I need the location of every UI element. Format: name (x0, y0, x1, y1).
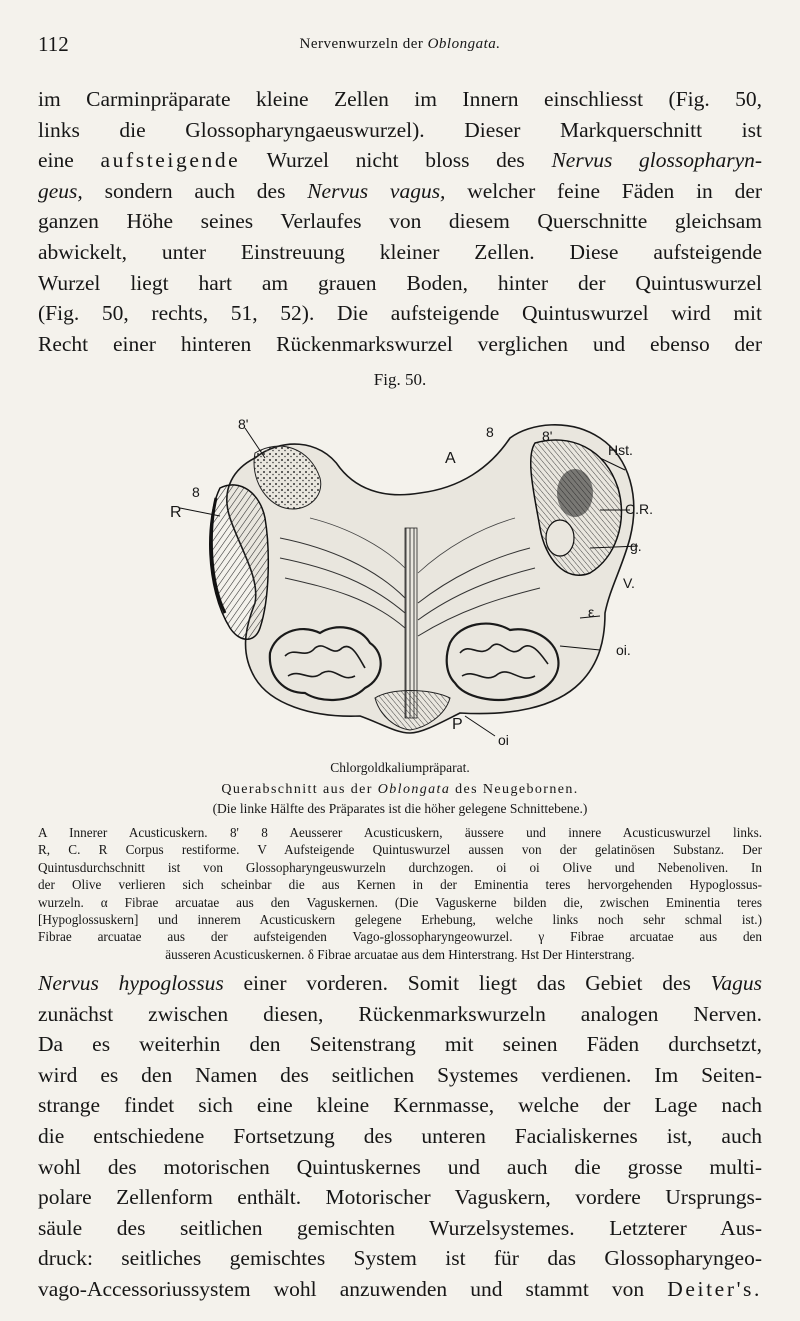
text-line: polare Zellenform enthält. Motorischer Vaguskern, vordere Ursprungs- (38, 1185, 762, 1210)
text-line: strange findet sich eine kleine Kernmasse, welche der Lage nach (38, 1093, 762, 1118)
label-oi-right: oi. (616, 642, 631, 658)
caption-title-run: des Neugebornen. (455, 782, 579, 797)
text-run: welcher feine Fäden in der (467, 178, 762, 203)
bottom-paragraph (38, 968, 762, 1305)
text-line: links die Glossopharyngaeuswurzel). Dieser Markquerschnitt ist (38, 117, 762, 142)
text-line (38, 1274, 762, 1305)
text-line (38, 176, 762, 207)
label-R: R (170, 504, 182, 521)
text-line: säule des seitlichen gemischten Wurzelsystemes. Letzterer Aus- (38, 1215, 762, 1240)
legend-line: Quintusdurchschnitt ist von Glossopharyngeuswurzeln durchzogen. oi oi Olive und Nebenoliven. In (38, 859, 762, 875)
text-line: Wurzel liegt hart am grauen Boden, hinter der Quintuswurzel (38, 270, 762, 295)
text-line: im Carminpräparate kleine Zellen im Innern einschliesst (Fig. 50, (38, 87, 762, 111)
text-line: (Fig. 50, rechts, 51, 52). Die aufsteigende Quintuswurzel wird mit (38, 301, 762, 326)
label-eight-left: 8 (192, 484, 200, 500)
text-line (38, 145, 762, 176)
legend-line: wurzeln. α Fibrae arcuatae aus den Vaguskernen. (Die Vaguskerne bilden die, zwischen Eminentia teres (38, 894, 762, 910)
legend-line: [Hypoglossuskern] und innerem Acusticuskern gelegene Erhebung, welche links noch sehr schmal ist.) (38, 911, 762, 927)
text-line: die entschiedene Fortsetzung des unteren Facialiskernes ist, auch (38, 1123, 762, 1148)
text-line: ganzen Höhe seines Verlaufes von diesem Querschnitte gleichsam (38, 209, 762, 234)
text-line: Recht einer hinteren Rückenmarkswurzel verglichen und ebenso der (38, 331, 762, 356)
text-line (38, 968, 762, 999)
legend-line: A Innerer Acusticuskern. 8' 8 Aeusserer Acusticuskern, äussere und innere Acusticuswurzel links. (38, 825, 762, 840)
figure-legend (38, 824, 762, 963)
figure-note: (Die linke Hälfte des Präparates ist die höher gelegene Schnittebene.) (212, 801, 588, 816)
italic-term: Nervus vagus, (307, 178, 446, 203)
running-title-italic: Oblongata. (427, 36, 501, 52)
legend-line: Fibrae arcuatae aus der aufsteigenden Vago-glossopharyngeowurzel. γ Fibrae arcuatae aus den (38, 929, 762, 945)
figure-drawing (160, 398, 680, 758)
figure-title (0, 781, 800, 798)
emphasis-spaced: aufsteigende (100, 148, 241, 173)
label-delta-right: 8' (542, 428, 553, 444)
text-line: wohl des motorischen Quintuskernes und auch die grosse multi- (38, 1154, 762, 1179)
page-number: 112 (38, 32, 69, 56)
emphasis-spaced: Deiter's. (667, 1276, 762, 1301)
text-line: zunächst zwischen diesen, Rückenmarkswurzeln analogen Nerven. (38, 1001, 762, 1026)
medulla-cross-section-figure (160, 398, 680, 758)
text-run: einer vorderen. Somit liegt das Gebiet des (243, 971, 691, 995)
running-title-text: Nervenwurzeln der (299, 36, 424, 52)
text-line: Da es weiterhin den Seitenstrang mit seinen Fäden durchsetzt, (38, 1032, 762, 1057)
label-Hst: Hst. (608, 442, 633, 458)
text-line: druck: seitliches gemischtes System ist für das Glossopharyngeo- (38, 1246, 762, 1271)
text-run: eine (38, 148, 74, 173)
label-delta-left: 8' (238, 416, 249, 432)
italic-term: Nervus hypoglossus (38, 971, 224, 995)
italic-term: geus, (38, 178, 83, 203)
legend-line: äusseren Acusticuskernen. δ Fibrae arcuatae aus dem Hinterstrang. Hst Der Hinterstrang. (165, 946, 635, 962)
caption-title-italic: Oblongata (377, 782, 451, 797)
italic-term: Nervus glossopharyn- (551, 148, 762, 173)
text-run: vago-Accessoriussystem wohl anzuwenden und stammt von (38, 1276, 645, 1301)
label-A: A (445, 450, 456, 467)
label-delta-top: 8 (486, 424, 494, 440)
top-paragraph (38, 84, 762, 359)
corpus-restiforme-left (210, 485, 269, 639)
caption-title-run: Querabschnitt aus der (221, 782, 373, 797)
label-g: g. (630, 538, 642, 554)
label-CR: C.R. (625, 501, 653, 517)
legend-line: R, C. R Corpus restiforme. V Aufsteigende Quintuswurzel aussen von der gelatinösen Substanz. Der (38, 842, 762, 858)
legend-line: der Olive verlieren sich scheinbar die aus Kernen in der Eminentia teres hervorgehenden Hypoglossus- (38, 877, 762, 893)
label-V: V. (623, 575, 635, 591)
text-line: abwickelt, unter Einstreuung kleiner Zellen. Diese aufsteigende (38, 239, 762, 264)
italic-term: Vagus (710, 971, 762, 995)
label-epsilon: ε (588, 604, 595, 620)
figure-label: Fig. 50. (373, 370, 427, 389)
text-line: wird es den Namen des seitlichen Systemes verdienen. Im Seiten- (38, 1062, 762, 1087)
text-run: Wurzel nicht bloss des (266, 148, 525, 173)
page-header (38, 30, 762, 58)
text-run: sondern auch des (104, 178, 286, 203)
figure-subtitle: Chlorgoldkaliumpräparat. (330, 760, 470, 775)
label-oi-bottom: oi (498, 732, 509, 748)
label-P: P (452, 716, 463, 733)
running-title (38, 36, 762, 53)
